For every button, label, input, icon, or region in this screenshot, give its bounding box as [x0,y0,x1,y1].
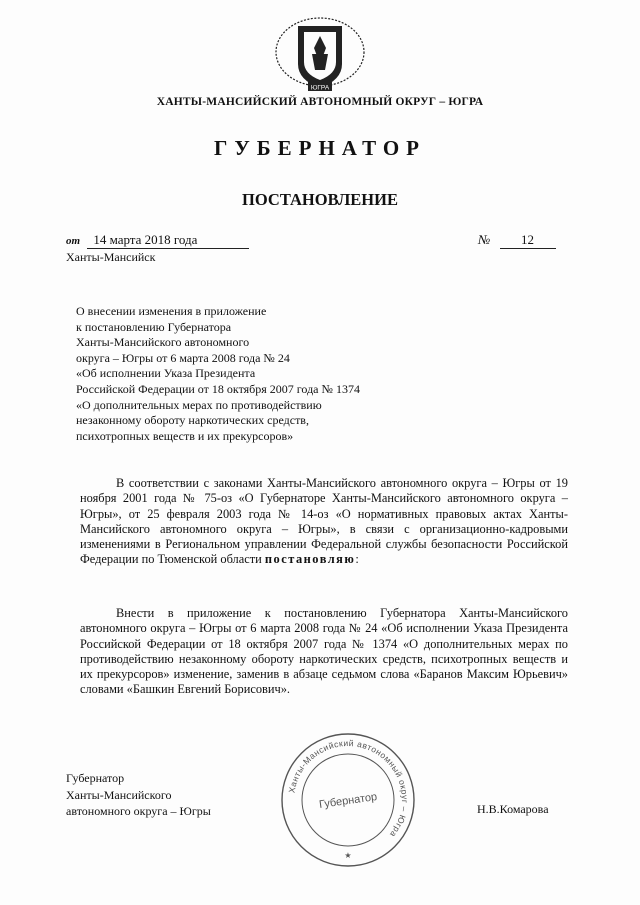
region-name: ХАНТЫ-МАНСИЙСКИЙ АВТОНОМНЫЙ ОКРУГ – ЮГРА [156,96,484,108]
decree-keyword: постановляю [264,552,356,567]
emblem-label: ЮГРА [310,84,330,92]
paragraph-end: : [355,552,359,567]
authority-title: ГУБЕРНАТОР [213,136,427,160]
signatory-title [66,770,211,820]
subject-line: «О дополнительных мерах по противодействию [76,397,322,412]
date-line [66,232,249,249]
paragraph-text: В соответствии с законами Ханты-Мансийского автономного округа – Югры от 19 ноября 2001 года № 75-оз «О Губернаторе Ханты-Мансийского автономного округа – Югры», от 25 февраля 2003 года № 14-оз «О нормативных правовых актах Ханты-Мансийского автономного округа – Югры», в связи с организационно-кадровыми изменениями в Региональном управлении Федеральной службы безопасности Российской Федерации по Тюменской области [80,476,568,567]
coat-of-arms-emblem [268,14,372,98]
signatory-title-line: Ханты-Мансийского [66,787,172,802]
date-prefix: от [66,235,81,247]
signatory-title-line: автономного округа – Югры [66,804,211,818]
document-type: ПОСТАНОВЛЕНИЕ [242,190,398,209]
subject-line: округа – Югры от 6 марта 2008 года № 24 [76,350,290,365]
star-icon: ★ [344,851,352,860]
document-date: 14 марта 2018 года [87,232,249,249]
subject-line: к постановлению Губернатора [76,319,232,334]
stamp-ring-text: Ханты-Мансийский автономный округ – Югра [286,737,411,840]
subject-line: психотропных веществ и их прекурсоров» [76,428,294,443]
stamp-center-text: Губернатор [318,790,378,811]
number-prefix: № [478,232,491,247]
city-name: Ханты-Мансийск [66,250,156,264]
signatory-title-line: Губернатор [66,771,125,785]
subject-line: «Об исполнении Указа Президента [76,366,256,381]
signatory-name: Н.В.Комарова [477,802,549,816]
subject-block [76,304,416,444]
svg-text:Ханты-Мансийский автономный ок [286,738,410,840]
subject-line: незаконному обороту наркотических средств, [76,413,309,428]
body-paragraph-1 [80,476,568,568]
subject-line: Ханты-Мансийского автономного [76,335,250,350]
subject-line: Российской Федерации от 18 октября 2007 года № 1374 [76,381,360,396]
body-paragraph-2: Внести в приложение к постановлению Губернатора Ханты-Мансийского автономного округа – Югры от 6 марта 2008 года № 24 «Об исполнении Указа Президента Российской Федерации от 18 октября 2007 года № 1374 «О дополнительных мерах по противодействию незаконному обороту наркотических средств, психотропных веществ и их прекурсоров» изменение, заменив в абзаце седьмом слова «Баранов Максим Юрьевич» словами «Башкин Евгений Борисович». [80,606,568,697]
subject-line: О внесении изменения в приложение [76,304,267,318]
number-line [478,232,556,249]
official-stamp [278,730,418,870]
document-number: 12 [500,232,556,249]
